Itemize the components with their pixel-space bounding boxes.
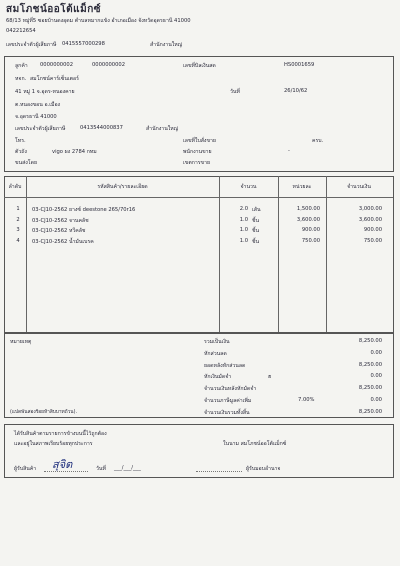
row-qty: 2.0 bbox=[239, 206, 248, 212]
items-table bbox=[4, 176, 394, 334]
customer-address-2: ต.หนองขอน อ.เมือง bbox=[15, 102, 61, 108]
row-unit: เส้น bbox=[252, 207, 261, 213]
total-value: 8,250.00 bbox=[358, 385, 382, 392]
row-desc: 03-CJ10-2562 จานคลัช bbox=[32, 217, 89, 224]
row-price: 3,600.00 bbox=[296, 216, 320, 223]
row-amount: 3,600.00 bbox=[358, 216, 382, 223]
delivery-label: ขนส่งโดย bbox=[15, 160, 37, 166]
row-price: 900.00 bbox=[301, 227, 320, 233]
customer-address-3: จ.อุดรธานี 41000 bbox=[15, 114, 57, 120]
total-value: 0.00 bbox=[370, 349, 382, 356]
customer-code: 0000000002 bbox=[40, 62, 74, 68]
customer-name: สมโภชน์คาร์เซ็นเตอร์ bbox=[30, 76, 79, 82]
vat-rate: 7.00% bbox=[298, 397, 315, 403]
authorized-label: ผู้รับมอบอำนาจ bbox=[246, 466, 281, 472]
customer-branch: สำนักงานใหญ่ bbox=[146, 126, 179, 132]
customer-code-label: ลูกค้า bbox=[15, 63, 28, 69]
total-label: รวมเป็นเงิน bbox=[204, 339, 230, 345]
customer-tel-label: โทร. bbox=[15, 138, 26, 144]
total-value: 8,250.00 bbox=[358, 361, 382, 368]
row-amount: 3,000.00 bbox=[358, 206, 382, 212]
row-desc: 03-CJ10-2562 หวีคลัช bbox=[32, 228, 86, 234]
deposit-extra: ฮ bbox=[268, 374, 272, 380]
row-price: 750.00 bbox=[301, 237, 320, 244]
col-header-price: หน่วยละ bbox=[292, 184, 312, 190]
ref-label: เลขที่ใบสั่งขาย bbox=[183, 138, 216, 144]
row-no: 2 bbox=[16, 216, 20, 223]
row-qty: 1.0 bbox=[239, 237, 248, 244]
note-label: หมายเหตุ bbox=[10, 339, 32, 345]
row-desc: 03-CJ10-2562 ยางซ์ deestone 265/70r16 bbox=[32, 207, 136, 213]
col-header-amount: จำนวนเงิน bbox=[347, 184, 371, 190]
total-label: จำนวนภาษีมูลค่าเพิ่ม bbox=[204, 398, 252, 404]
col-header-no: ลำดับ bbox=[8, 184, 22, 190]
receiver-signature: สุจิต bbox=[52, 458, 73, 471]
company-tax-id: 0415557000298 bbox=[62, 41, 105, 47]
row-qty: 1.0 bbox=[239, 227, 248, 233]
doc-number: HS0001659 bbox=[284, 62, 315, 68]
row-price: 1,500.00 bbox=[296, 206, 320, 212]
customer-tax-id: 0413544000837 bbox=[80, 125, 123, 131]
amount-in-words: (แปดพันสองร้อยห้าสิบบาทถ้วน). bbox=[10, 410, 77, 415]
receive-date-blank: ___/___/___ bbox=[114, 465, 141, 471]
total-value: 8,250.00 bbox=[358, 338, 382, 344]
customer-code-2: 0000000002 bbox=[92, 62, 126, 68]
on-behalf: ในนาม สมโภชน์ออโต้แม็กซ์ bbox=[223, 441, 287, 447]
row-amount: 900.00 bbox=[363, 227, 382, 233]
row-unit: ชิ้น bbox=[252, 228, 260, 234]
total-label: หักเงินมัดจำ bbox=[204, 374, 232, 381]
receiver-label: ผู้รับสินค้า bbox=[14, 466, 37, 472]
row-no: 4 bbox=[16, 237, 20, 244]
doc-date-label: วันที่ bbox=[230, 89, 240, 95]
received-line-1: ได้รับสินค้าตามรายการข้างบนนี้ไว้ถูกต้อง bbox=[14, 431, 107, 437]
customer-car-label: ตัวถัง bbox=[15, 149, 27, 155]
row-qty: 1.0 bbox=[239, 216, 248, 223]
sales-label: พนักงานขาย bbox=[183, 149, 212, 155]
company-branch: สำนักงานใหญ่ bbox=[150, 42, 183, 48]
row-unit: ชิ้น bbox=[252, 217, 260, 224]
total-label: หักส่วนลด bbox=[204, 350, 227, 357]
row-no: 3 bbox=[16, 227, 20, 233]
company-phone: 042212654 bbox=[6, 28, 36, 34]
doc-date: 26/10/62 bbox=[284, 88, 308, 94]
received-line-2: และอยู่ในสภาพเรียบร้อยทุกประการ bbox=[14, 441, 93, 447]
row-desc: 03-CJ10-2562 น้ำมันเบรค bbox=[32, 238, 94, 245]
dept-label: เขตการขาย bbox=[183, 160, 211, 166]
customer-address-1: 41 หมู่ 1 จ.อุดร-หนองคาย bbox=[15, 89, 75, 95]
receive-date-label: วันที่ bbox=[96, 466, 106, 472]
company-address: 68/13 หมู่ที่5 ซอยบ้านดงอุดม ตำบลหมากแข้ง อำเภอเมือง จังหวัดอุดรธานี 41000 bbox=[6, 18, 191, 24]
company-name: สมโภชน์ออโต้แม็กซ์ bbox=[6, 4, 102, 15]
col-header-desc: รหัสสินค้า/รายละเอียด bbox=[97, 184, 148, 190]
row-unit: ชิ้น bbox=[252, 238, 260, 245]
col-header-qty: จำนวน bbox=[240, 184, 257, 190]
customer-name-prefix: หจก. bbox=[15, 76, 27, 82]
customer-car-value: vigo ผง 2784 กทม bbox=[52, 149, 97, 155]
credit-label: ครบ. bbox=[312, 138, 324, 144]
customer-tax-label: เลขประจำตัวผู้เสียภาษี bbox=[15, 126, 66, 132]
total-value: 8,250.00 bbox=[358, 408, 382, 415]
total-value: 0.00 bbox=[370, 373, 382, 380]
company-tax-label: เลขประจำตัวผู้เสียภาษี bbox=[6, 42, 57, 48]
total-label: จำนวนเงินหลังหักมัดจำ bbox=[204, 386, 257, 393]
sales-value: - bbox=[288, 148, 290, 154]
doc-number-label: เลขที่บิลเงินสด bbox=[183, 63, 216, 69]
total-label: จำนวนเงินรวมทั้งสิ้น bbox=[204, 409, 250, 416]
row-amount: 750.00 bbox=[363, 237, 382, 244]
row-no: 1 bbox=[16, 206, 20, 212]
total-label: ยอดหลังหักส่วนลด bbox=[204, 362, 246, 369]
total-value: 0.00 bbox=[370, 397, 382, 403]
